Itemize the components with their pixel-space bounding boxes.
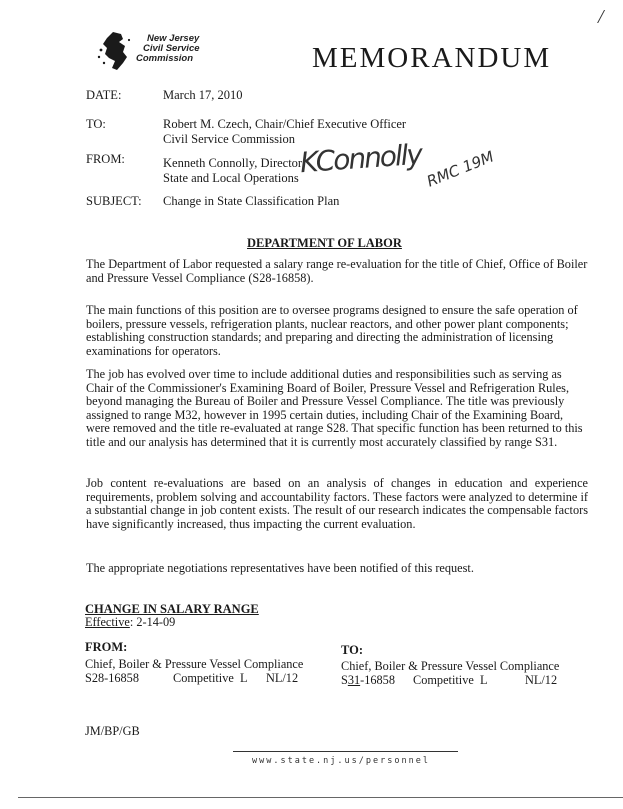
from-line2: State and Local Operations (163, 171, 299, 185)
from-unit: NL/12 (266, 671, 299, 685)
to-line1: Robert M. Czech, Chair/Chief Executive Officer (163, 117, 407, 131)
agency-line1: New Jersey (147, 33, 200, 44)
effective-line (85, 615, 175, 630)
agency-line2: Civil Service (143, 43, 200, 54)
paragraph-4: Job content re-evaluations are based on an analysis of changes in education and experience requirements, problem solving and accountability factors. These factors were analyzed to determine if a substantial change in job content exists. The result of our research indicates the compensable factors have significantly increased, thus impacting the current evaluation. (86, 476, 588, 531)
memo-title: MEMORANDUM (312, 42, 552, 74)
section-heading: DEPARTMENT OF LABOR (247, 236, 402, 250)
from-line1: Kenneth Connolly, Director (163, 156, 303, 170)
change-heading: CHANGE IN SALARY RANGE (85, 602, 259, 616)
paragraph-2: The main functions of this position are to oversee programs designed to ensure the safe operation of boilers, pressure vessels, refrigeration plants, nuclear reactors, and other power plant components; establishing construction standards; and preparing and directing the administration of licensing examinations for operators. (86, 303, 578, 358)
to-code-prefix: S (341, 673, 348, 687)
to-type: Competitive L (413, 673, 488, 687)
effective-value: : 2-14-09 (129, 615, 176, 629)
agency-name (136, 33, 200, 64)
signature: KConnolly (298, 137, 423, 180)
to-code-suffix: -16858 (360, 673, 395, 687)
to-label: TO: (86, 117, 106, 131)
paragraph-1: The Department of Labor requested a salary range re-evaluation for the title of Chief, Office of Boiler and Pressure Vessel Compliance (S28-16858). (86, 257, 588, 285)
nj-map-icon (93, 30, 137, 72)
agency-line3: Commission (136, 53, 194, 64)
from-value (163, 156, 302, 186)
to-line2: Civil Service Commission (163, 132, 295, 146)
to-code (341, 673, 395, 688)
to-code-range: 31 (347, 673, 361, 687)
from-heading: FROM: (85, 640, 128, 654)
handwritten-initials: RMC 19M (424, 147, 497, 191)
to-unit: NL/12 (525, 673, 558, 687)
subject-value: Change in State Classification Plan (163, 194, 340, 208)
paragraph-5: The appropriate negotiations representatives have been notified of this request. (86, 561, 474, 575)
date-value: March 17, 2010 (163, 88, 243, 102)
date-label: DATE: (86, 88, 122, 102)
effective-label: Effective (85, 615, 130, 629)
paragraph-3: The job has evolved over time to include additional duties and responsibilities such as serving as Chair of the Commissioner's Examining Board of Boiler, Pressure Vessel and Refrigeration Rules, beyond managing the Bureau of Boiler and Pressure Vessel Compliance. The title was previously assigned to range M32, however in 1995 certain duties, including Chair of the Examining Board, were removed and the title re-evaluated at range S28. That specific function has been returned to this title and our analysis has determined that it is currently most accurately classified by range S31. (86, 367, 583, 449)
from-title: Chief, Boiler & Pressure Vessel Compliance (85, 657, 304, 671)
nj-state-logo (93, 30, 137, 72)
to-heading: TO: (341, 643, 363, 657)
staff-initials: JM/BP/GB (85, 724, 140, 738)
bottom-edge-line (18, 797, 623, 798)
from-code: S28-16858 (85, 671, 139, 685)
website-text: www.state.nj.us/personnel (252, 756, 430, 766)
from-type: Competitive L (173, 671, 248, 685)
subject-label: SUBJECT: (86, 194, 142, 208)
footer-rule (233, 751, 458, 752)
from-label: FROM: (86, 152, 125, 166)
to-title: Chief, Boiler & Pressure Vessel Compliance (341, 659, 560, 673)
corner-mark: / (598, 6, 604, 28)
